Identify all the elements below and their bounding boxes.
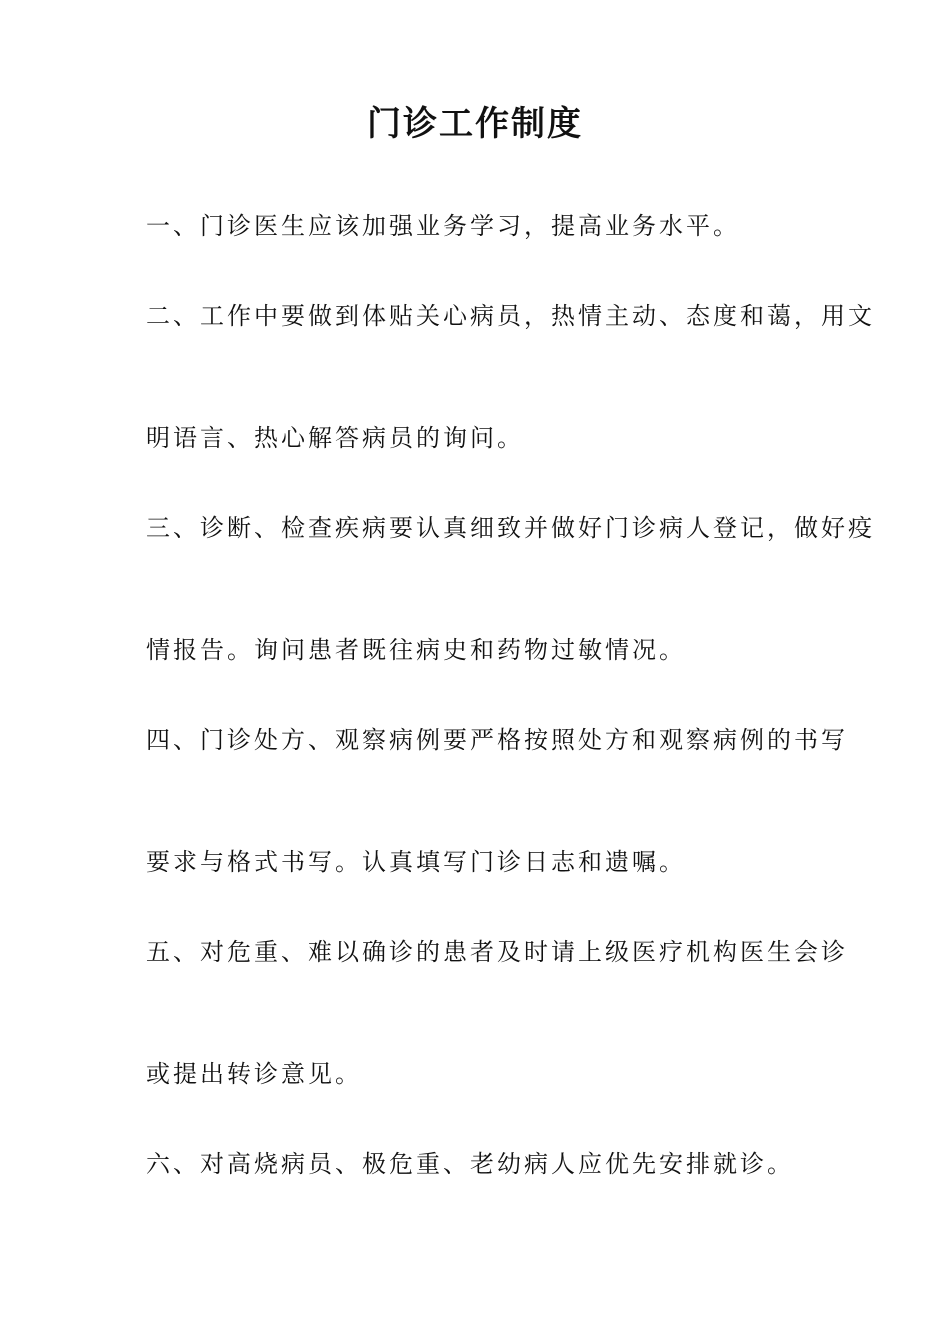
rule-line: 二、工作中要做到体贴关心病员，热情主动、态度和蔼，用文 xyxy=(146,302,875,330)
rule-line: 一、门诊医生应该加强业务学习，提高业务水平。 xyxy=(146,212,740,240)
rule-line: 情报告。询问患者既往病史和药物过敏情况。 xyxy=(146,636,686,664)
rule-line: 三、诊断、检查疾病要认真细致并做好门诊病人登记，做好疫 xyxy=(146,514,875,542)
document-title: 门诊工作制度 xyxy=(367,104,583,144)
rule-line: 明语言、热心解答病员的询问。 xyxy=(146,424,524,452)
rule-line: 或提出转诊意见。 xyxy=(146,1060,362,1088)
rule-line: 六、对高烧病员、极危重、老幼病人应优先安排就诊。 xyxy=(146,1150,794,1178)
rule-line: 四、门诊处方、观察病例要严格按照处方和观察病例的书写 xyxy=(146,726,848,754)
rule-line: 要求与格式书写。认真填写门诊日志和遗嘱。 xyxy=(146,848,686,876)
rule-line: 五、对危重、难以确诊的患者及时请上级医疗机构医生会诊 xyxy=(146,938,848,966)
